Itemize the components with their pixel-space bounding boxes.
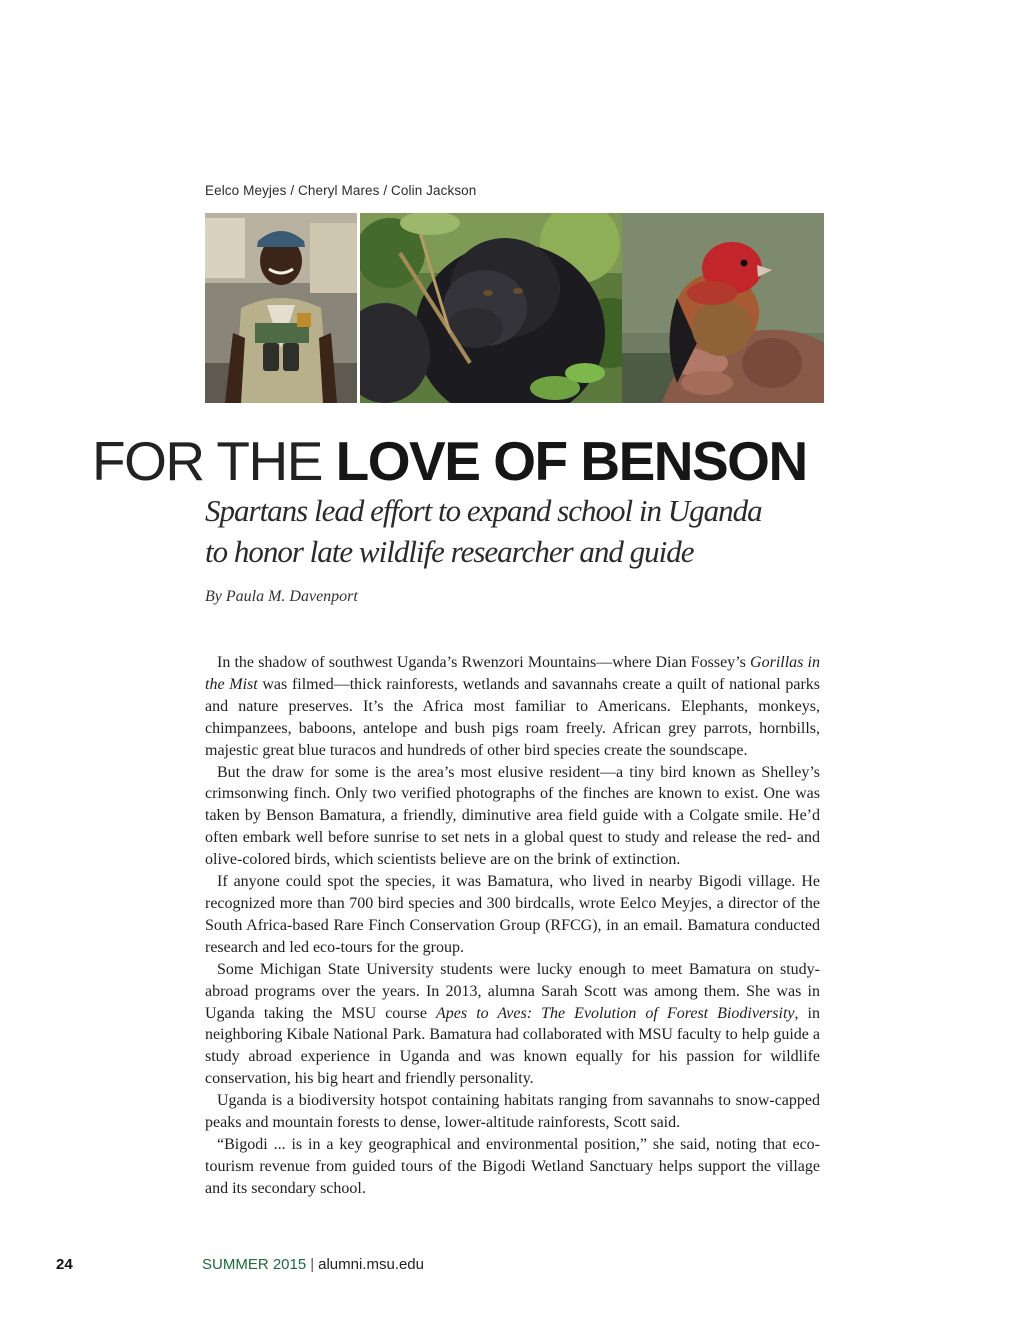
course-title: Apes to Aves: The Evolution of Forest Biodiversity [436, 1004, 795, 1022]
paragraph-text: In the shadow of southwest Uganda’s Rwenzori Mountains—where Dian Fossey’s [217, 654, 751, 671]
finch-photo [622, 213, 824, 403]
paragraph-text: was filmed—thick rainforests, wetlands and savannahs create a quilt of national parks and nature preserves. It’s the Africa most familiar to Americans. Elephants, monkeys, chimpanzees, baboons, antelope and bush pigs roam freely. African grey parrots, hornbills, majestic great blue turacos and hundreds of other bird species create the soundscape. [205, 675, 820, 759]
page-footer [202, 1256, 424, 1273]
article-headline [92, 430, 832, 492]
paragraph [205, 652, 820, 762]
footer-separator: | [310, 1256, 315, 1273]
paragraph: Uganda is a biodiversity hotspot containing habitats ranging from savannahs to snow-capped peaks and mountain forests to dense, lower-altitude rainforests, Scott said. [205, 1092, 820, 1132]
byline: By Paula M. Davenport [205, 588, 358, 605]
paragraph-text: , in neighboring Kibale National Park. Bamatura had collaborated with MSU faculty to help guide a study abroad experience in Uganda and was known equally for his passion for wildlife conservation, his big heart and friendly personality. [205, 1004, 821, 1088]
paragraph: But the draw for some is the area’s most elusive resident—a tiny bird known as Shelley’s crimsonwing finch. Only two verified photographs of the finches are known to exist. One was taken by Benson Bamatura, a friendly, diminutive area field guide with a Colgate smile. He’d often embark well before sunrise to set nets in a global quest to study and release the red- and olive-colored birds, which scientists believe are on the brink of extinction. [205, 763, 820, 869]
site-link[interactable]: alumni.msu.edu [318, 1256, 424, 1273]
article-body [205, 652, 820, 1200]
issue-label: SUMMER 2015 [202, 1256, 307, 1273]
paragraph: “Bigodi ... is in a key geographical and environmental position,” she said, noting that eco-tourism revenue from guided tours of the Bigodi Wetland Sanctuary helps support the village and its secondary school. [205, 1135, 820, 1197]
paragraph-text: Some Michigan State University students were lucky enough to meet Bamatura on study-abroad programs over the years. In 2013, alumna Sarah Scott was among them. She was in Uganda taking the MSU course [205, 960, 820, 1022]
headline-bold: LOVE OF BENSON [335, 430, 807, 492]
film-title: Gorillas in the Mist [205, 654, 820, 693]
gorilla-photo [360, 213, 622, 403]
guide-photo [205, 213, 357, 403]
article-subhead [205, 490, 765, 572]
subhead-line-2: to honor late wildlife researcher and guide [205, 534, 694, 569]
paragraph: If anyone could spot the species, it was Bamatura, who lived in nearby Bigodi village. He recognized more than 700 bird species and 300 birdcalls, wrote Eelco Meyjes, a director of the South Africa-based Rare Finch Conservation Group (RFCG), in an email. Bamatura conducted research and led eco-tours for the group. [205, 873, 820, 956]
photo-credits: Eelco Meyjes / Cheryl Mares / Colin Jackson [205, 183, 477, 198]
paragraph [205, 959, 820, 1090]
headline-light: FOR THE [92, 430, 336, 492]
page-number: 24 [56, 1256, 73, 1273]
subhead-line-1: Spartans lead effort to expand school in Uganda [205, 493, 762, 528]
